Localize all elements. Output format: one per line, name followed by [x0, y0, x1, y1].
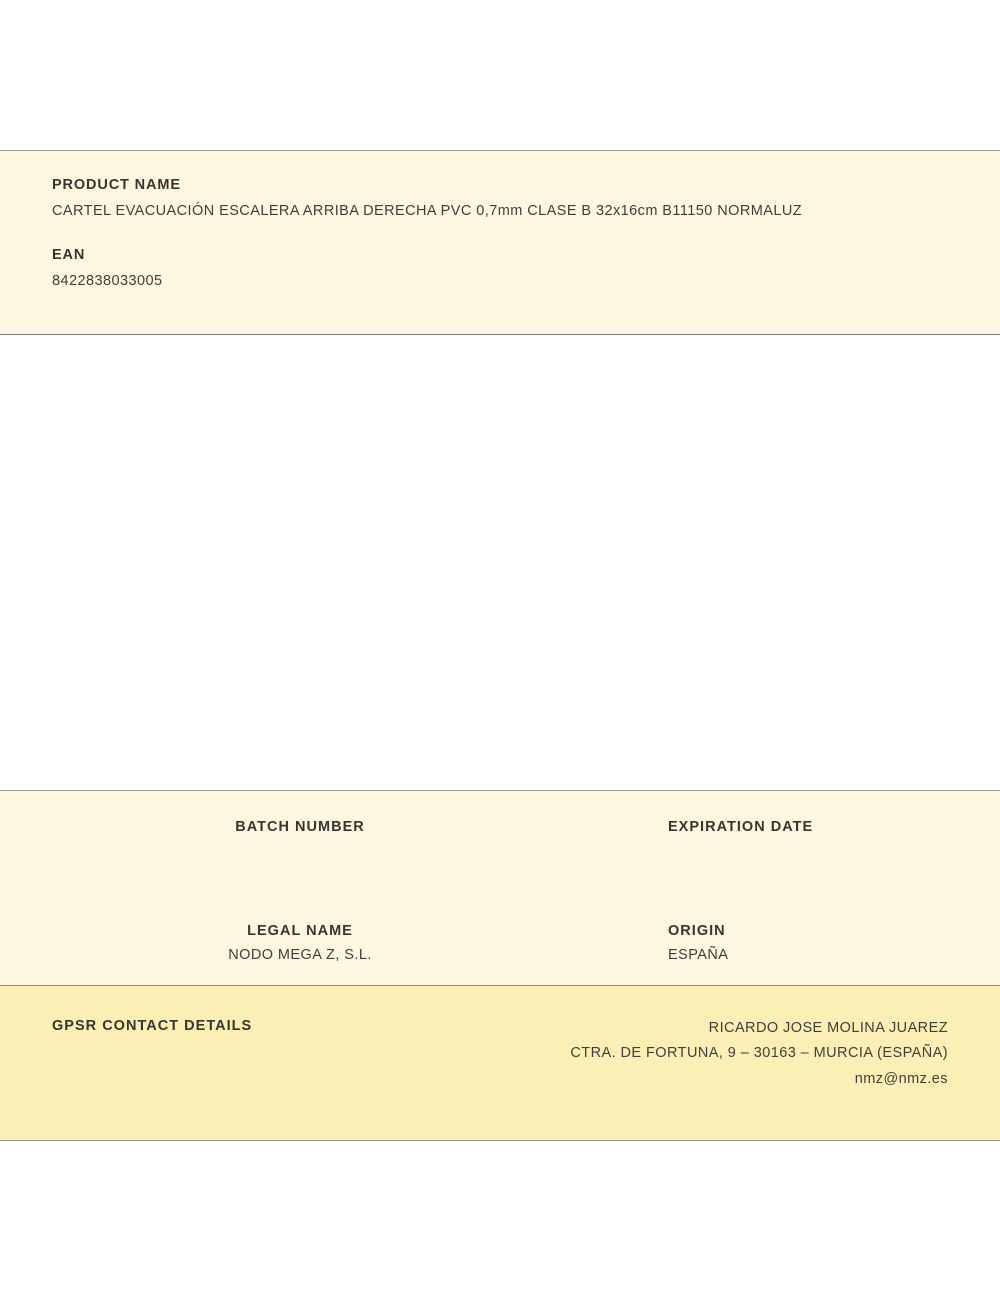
gpsr-contact-details: [570, 1016, 948, 1092]
gpsr-contact-name: RICARDO JOSE MOLINA JUAREZ: [708, 1020, 948, 1036]
batch-number-label: BATCH NUMBER: [235, 819, 365, 835]
ean-value: 8422838033005: [52, 273, 163, 289]
section-gap: [52, 219, 948, 247]
batch-number-field: [0, 819, 600, 861]
origin-field: [600, 923, 1000, 965]
origin-value: ESPAÑA: [668, 947, 729, 963]
batch-expiration-row: [0, 819, 1000, 861]
ean-label: EAN: [52, 247, 86, 263]
gpsr-contact-section: [0, 986, 1000, 1141]
top-whitespace: [0, 0, 1000, 150]
middle-whitespace: [0, 335, 1000, 790]
origin-label: ORIGIN: [668, 923, 726, 939]
legal-origin-row: [0, 923, 1000, 965]
product-name-value: CARTEL EVACUACIÓN ESCALERA ARRIBA DERECHA PVC 0,7mm CLASE B 32x16cm B11150 NORMALUZ: [52, 203, 803, 219]
product-identity-section: [0, 150, 1000, 335]
batch-legal-section: [0, 790, 1000, 986]
batch-number-value: [0, 843, 600, 861]
expiration-date-field: [600, 819, 1000, 861]
gpsr-contact-email[interactable]: nmz@nmz.es: [854, 1070, 948, 1087]
expiration-date-label: EXPIRATION DATE: [668, 819, 814, 835]
gpsr-contact-address: CTRA. DE FORTUNA, 9 – 30163 – MURCIA (ESPAÑA): [570, 1045, 948, 1062]
product-name-label: PRODUCT NAME: [52, 177, 181, 193]
legal-name-label: LEGAL NAME: [247, 923, 353, 939]
legal-name-value: NODO MEGA Z, S.L.: [228, 947, 372, 963]
expiration-date-value: [668, 843, 1000, 861]
gpsr-contact-label: GPSR CONTACT DETAILS: [52, 1018, 253, 1034]
bottom-whitespace: [0, 1141, 1000, 1300]
legal-name-field: [0, 923, 600, 965]
